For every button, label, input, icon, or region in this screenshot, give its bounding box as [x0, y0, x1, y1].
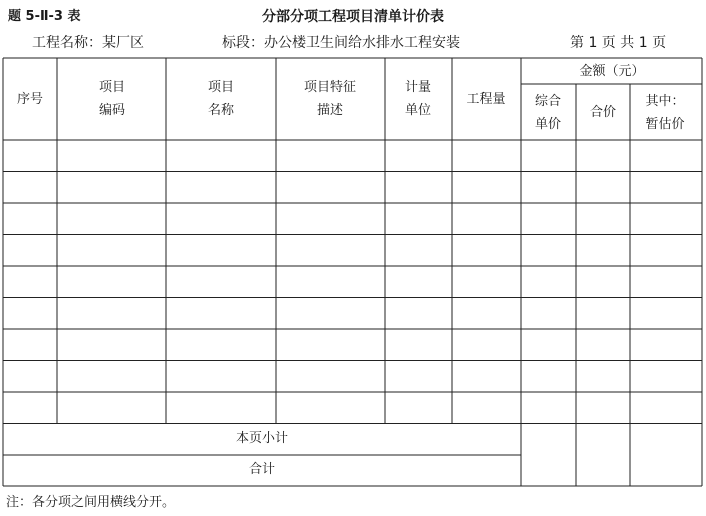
table-number: 题 5-Ⅱ-3 表	[8, 9, 81, 24]
column-header-description-line2: 描述	[316, 103, 344, 118]
column-header-unit-price-line2: 单价	[534, 117, 562, 132]
section-label: 标段：办公楼卫生间给水排水工程安装	[222, 35, 460, 51]
column-header-code-line2: 编码	[98, 103, 126, 118]
grand-total-label: 合计	[248, 462, 276, 477]
column-header-quantity: 工程量	[466, 92, 506, 107]
project-name-label: 工程名称：某厂区	[32, 35, 144, 51]
column-header-provisional-line2: 暂估价	[645, 117, 685, 132]
column-header-provisional: 其中：	[645, 94, 685, 109]
column-header-seq: 序号	[16, 92, 44, 107]
column-header-amount-group: 金额（元）	[579, 64, 645, 79]
column-header-name: 项目	[207, 80, 235, 95]
table-note: 注：各分项之间用横线分开。	[6, 495, 176, 510]
column-header-unit-price: 综合	[534, 94, 562, 109]
page-info: 第 1 页 共 1 页	[570, 35, 667, 51]
page-title: 分部分项工程项目清单计价表	[262, 9, 444, 25]
column-header-unit-line2: 单位	[404, 103, 432, 118]
column-header-total: 合价	[589, 105, 617, 120]
column-header-unit: 计量	[404, 80, 432, 95]
column-header-name-line2: 名称	[207, 103, 235, 118]
column-header-description: 项目特征	[303, 80, 357, 95]
column-header-code: 项目	[98, 80, 126, 95]
page-subtotal-label: 本页小计	[235, 431, 289, 446]
